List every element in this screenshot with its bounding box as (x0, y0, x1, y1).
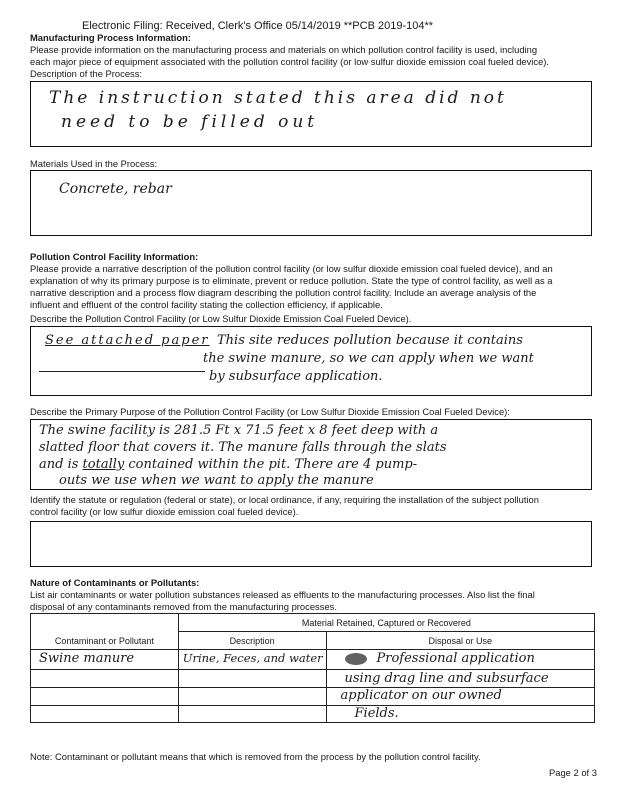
statute-label: Identify the statute or regulation (federal or state), or local ordinance, if any, requiring the installation of the subject pollution (30, 494, 539, 505)
description-box[interactable] (30, 81, 592, 147)
describe-facility-answer: by subsurface application. (209, 369, 383, 384)
row1-disposal: Professional application (376, 651, 535, 666)
pollution-control-instruction: Please provide a narrative description of the pollution control facility (or low sulfur dioxide emission coal fueled device), and an (30, 263, 553, 274)
manufacturing-instruction: Please provide information on the manufacturing process and materials on which pollution control facility is used, including (30, 44, 538, 55)
materials-label: Materials Used in the Process: (30, 158, 158, 169)
table-row (31, 688, 595, 706)
primary-purpose-label: Describe the Primary Purpose of the Pollution Control Facility (or Low Sulfur Dioxide Emission Coal Fueled Device): (30, 406, 510, 417)
primary-purpose-box[interactable] (30, 419, 592, 490)
table-cell[interactable] (326, 688, 594, 706)
contaminant-note: Note: Contaminant or pollutant means that which is removed from the process by the pollution control facility. (30, 751, 481, 762)
description-label: Description of the Process: (30, 68, 143, 79)
table-row (31, 650, 595, 670)
filing-stamp: Electronic Filing: Received, Clerk's Office 05/14/2019 **PCB 2019-104** (82, 20, 434, 32)
col-header-contaminant: Contaminant or Pollutant (31, 614, 179, 650)
statute-label: control facility (or low sulfur dioxide emission coal fueled device). (30, 506, 299, 517)
table-cell[interactable] (31, 706, 179, 723)
group-header-material-retained: Material Retained, Captured or Recovered (178, 614, 594, 632)
table-cell[interactable] (326, 650, 594, 670)
table-cell[interactable] (31, 650, 179, 670)
table-cell[interactable] (31, 670, 179, 688)
row1-disposal: Fields. (354, 706, 399, 721)
contaminants-heading: Nature of Contaminants or Pollutants: (30, 577, 200, 588)
page-number: Page 2 of 3 (549, 767, 597, 778)
table-cell[interactable] (178, 688, 326, 706)
row1-contaminant: Swine manure (39, 651, 135, 666)
statute-box[interactable] (30, 521, 592, 567)
materials-answer: Concrete, rebar (59, 181, 172, 197)
table-row (31, 706, 595, 723)
table-cell[interactable] (326, 670, 594, 688)
manufacturing-instruction: each major piece of equipment associated with the pollution control facility (or low sulfur dioxide emission coal fueled device). (30, 56, 550, 67)
describe-facility-label: Describe the Pollution Control Facility (or Low Sulfur Dioxide Emission Coal Fueled Device). (30, 313, 412, 324)
pollution-control-instruction: narrative description and a process flow diagram describing the pollution control facility. Include an average analysis of the (30, 287, 537, 298)
materials-box[interactable] (30, 170, 592, 236)
contaminants-table (30, 613, 595, 723)
primary-purpose-answer: slatted floor that covers it. The manure falls through the slats (39, 440, 447, 455)
col-header-description: Description (178, 632, 326, 650)
scribble-mark (345, 653, 367, 665)
manufacturing-heading: Manufacturing Process Information: (30, 32, 191, 43)
answer-underline (39, 371, 205, 372)
pollution-control-instruction: explanation of why its primary purpose is to eliminate, prevent or reduce pollution. State the type of control facility, as well as a (30, 275, 553, 286)
row1-disposal: applicator on our owned (340, 688, 502, 703)
table-row (31, 670, 595, 688)
primary-purpose-answer: The swine facility is 281.5 Ft x 71.5 feet x 8 feet deep with a (39, 423, 439, 438)
table-cell[interactable] (178, 706, 326, 723)
contaminants-instruction: List air contaminants or water pollution substances released as effluents to the manufacturing processes. Also list the final (30, 589, 535, 600)
primary-purpose-answer-underlined: totally (82, 457, 125, 472)
pollution-control-instruction: influent and effluent of the control facility stating the collection efficiency, if applicable. (30, 299, 383, 310)
contaminants-instruction: disposal of any contaminants removed from the manufacturing processes. (30, 601, 337, 612)
primary-purpose-answer: outs we use when we want to apply the manure (59, 473, 374, 488)
describe-facility-attached: See attached paper (45, 333, 210, 348)
col-header-disposal: Disposal or Use (326, 632, 594, 650)
primary-purpose-answer-line (39, 457, 417, 472)
table-cell[interactable] (326, 706, 594, 723)
row1-disposal: using drag line and subsurface (344, 671, 549, 686)
table-cell[interactable] (178, 650, 326, 670)
describe-facility-box[interactable] (30, 326, 592, 396)
description-answer: need to be filled out (61, 112, 319, 132)
pollution-control-heading: Pollution Control Facility Information: (30, 251, 199, 262)
table-cell[interactable] (31, 688, 179, 706)
primary-purpose-answer: and is (39, 457, 79, 472)
describe-facility-answer: This site reduces pollution because it contains (217, 333, 523, 348)
describe-facility-answer: the swine manure, so we can apply when we want (203, 351, 534, 366)
description-answer: The instruction stated this area did not (49, 88, 507, 108)
row1-description: Urine, Feces, and water (182, 651, 323, 665)
primary-purpose-answer: contained within the pit. There are 4 pump- (128, 457, 418, 472)
table-cell[interactable] (178, 670, 326, 688)
